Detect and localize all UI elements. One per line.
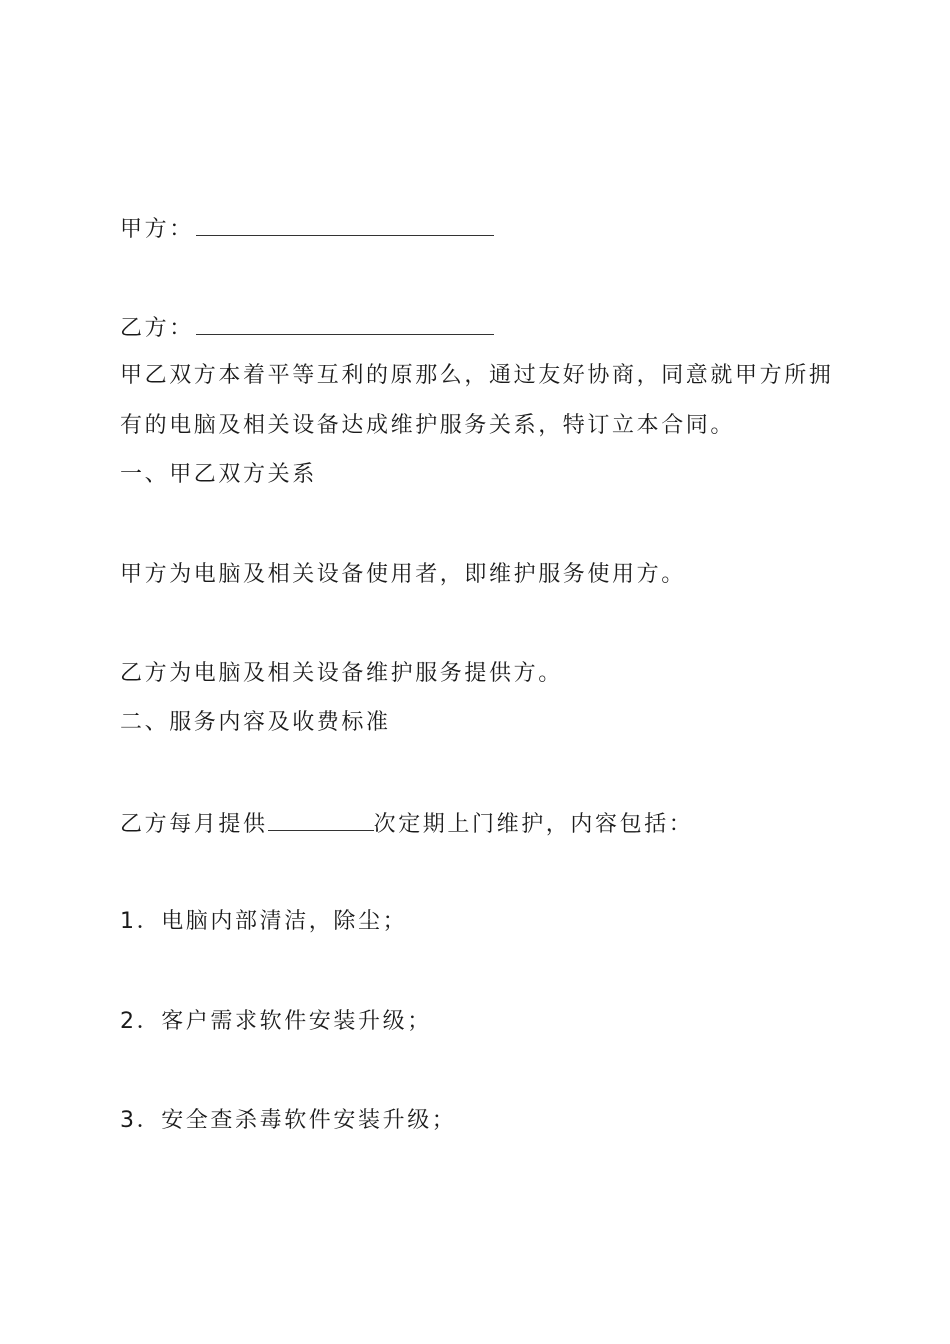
party-a-blank (196, 213, 494, 236)
list-item: 2．客户需求软件安装升级； (120, 1009, 432, 1034)
party-a-label: 甲方： (120, 217, 194, 242)
list-item: 1．电脑内部清洁，除尘； (120, 909, 408, 934)
party-a-line (120, 213, 494, 245)
section-1-paragraph-1: 甲方为电脑及相关设备使用者，即维护服务使用方。 (120, 562, 686, 587)
party-b-label: 乙方： (120, 316, 194, 341)
visit-count-blank (268, 808, 374, 831)
intro-line-1: 甲乙双方本着平等互利的原那么，通过友好协商，同意就甲方所拥 (120, 363, 834, 388)
intro-line-2: 有的电脑及相关设备达成维护服务关系，特订立本合同。 (120, 413, 736, 438)
section-1-title: 一、甲乙双方关系 (120, 462, 317, 487)
section-2-paragraph-1 (120, 808, 693, 840)
section-1-paragraph-2: 乙方为电脑及相关设备维护服务提供方。 (120, 661, 563, 686)
visit-count-prefix: 乙方每月提供 (120, 812, 268, 837)
party-b-line (120, 312, 494, 344)
visit-count-suffix: 次定期上门维护，内容包括： (373, 812, 694, 837)
party-b-blank (196, 312, 494, 335)
section-2-title: 二、服务内容及收费标准 (120, 710, 391, 735)
list-item: 3．安全查杀毒软件安装升级； (120, 1108, 457, 1133)
